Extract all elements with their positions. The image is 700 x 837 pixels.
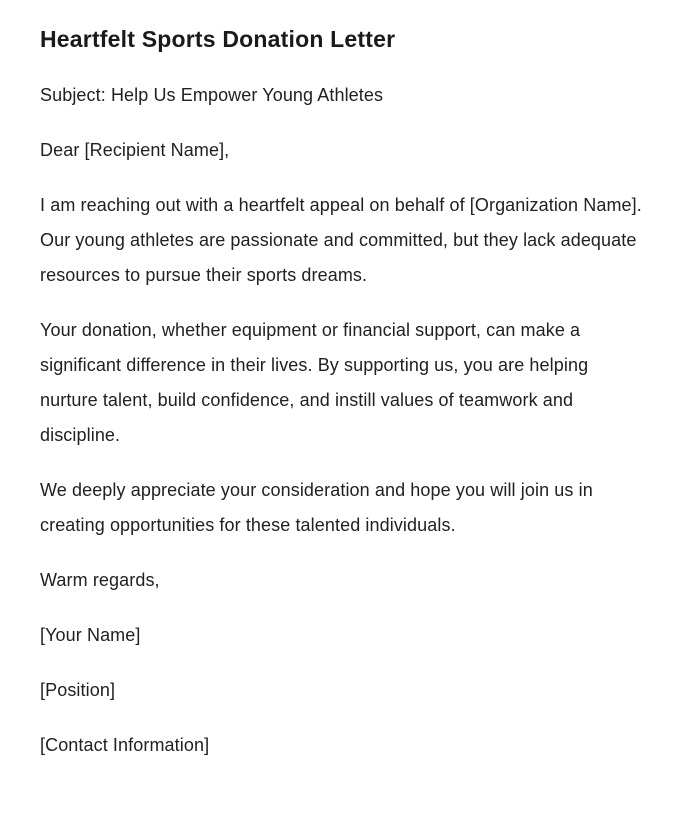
salutation: Dear [Recipient Name], xyxy=(40,139,230,160)
body-paragraph-appeal: I am reaching out with a heartfelt appeal on behalf of [Organization Name]. Our young athletes are passionate and committed, but they lack adequate resources to pursue their sports dreams. xyxy=(40,194,642,285)
body-paragraph-appreciation: We deeply appreciate your consideration and hope you will join us in creating opportunities for these talented individuals. xyxy=(40,479,593,535)
signature-block xyxy=(40,618,656,763)
page-title: Heartfelt Sports Donation Letter xyxy=(40,26,396,52)
closing: Warm regards, xyxy=(40,569,160,590)
signature-contact-placeholder: [Contact Information] xyxy=(40,734,210,755)
signature-name-placeholder: [Your Name] xyxy=(40,624,141,645)
signature-position-placeholder: [Position] xyxy=(40,679,116,700)
subject-line: Subject: Help Us Empower Young Athletes xyxy=(40,84,384,105)
body-paragraph-donation-impact: Your donation, whether equipment or financial support, can make a significant difference in their lives. By supporting us, you are helping nurture talent, build confidence, and instill values of teamwork and discipline. xyxy=(40,319,589,445)
